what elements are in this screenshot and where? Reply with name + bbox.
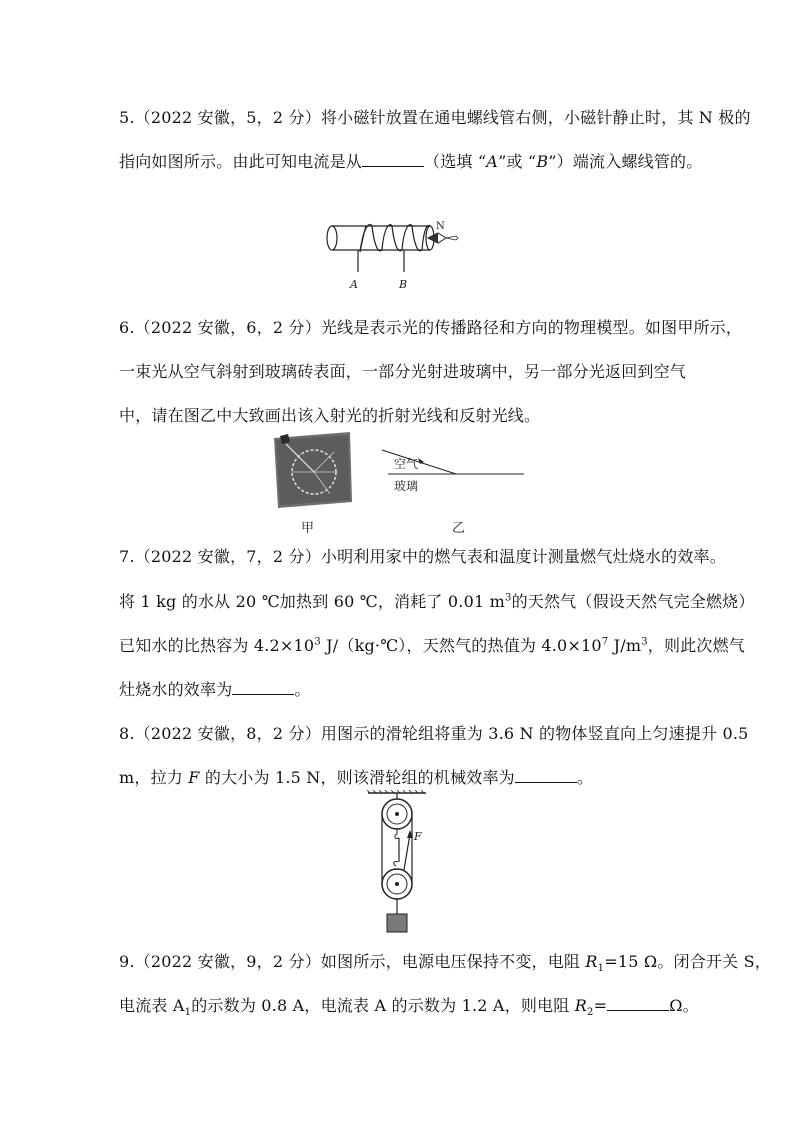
pulley-force-label: F bbox=[414, 830, 422, 843]
terminal-b-label: B bbox=[399, 278, 408, 291]
q5-text: （选填 “ bbox=[424, 152, 487, 171]
q9-text: =15 Ω。闭合开关 S， bbox=[604, 952, 771, 971]
label-air: 空气 bbox=[394, 457, 419, 471]
terminal-a-label: A bbox=[350, 278, 358, 291]
q9-var-r: R bbox=[585, 952, 598, 971]
q5-line1: 5.（2022 安徽，5，2 分）将小磁针放置在通电螺线管右侧，小磁针静止时，其 N 极的 bbox=[119, 108, 751, 127]
q7-sup: 7 bbox=[601, 636, 609, 648]
q9-sub: 1 bbox=[184, 1007, 192, 1019]
q5-answer-blank[interactable] bbox=[362, 152, 424, 167]
q8-answer-blank[interactable] bbox=[515, 768, 577, 783]
q9-text: 的示数为 0.8 A，电流表 A 的示数为 1.2 A，则电阻 bbox=[191, 996, 575, 1015]
q5-option-a: A bbox=[486, 152, 499, 171]
q7-sup: 3 bbox=[505, 592, 512, 604]
photo-jia-figure bbox=[272, 432, 354, 508]
q9-text: 9.（2022 安徽，9，2 分）如图所示，电源电压保持不变，电阻 bbox=[119, 952, 586, 971]
q9-text: = bbox=[593, 996, 608, 1015]
q7-text: 。 bbox=[294, 680, 311, 699]
q5-option-b: B bbox=[536, 152, 549, 171]
q7-text: J/（kg·℃），天然气的热值为 4.0×10 bbox=[320, 636, 602, 655]
q9-text: Ω。 bbox=[669, 996, 699, 1015]
q7-sup: 3 bbox=[641, 636, 648, 648]
q7-text: 灶烧水的效率为 bbox=[119, 680, 233, 699]
q7-answer-blank[interactable] bbox=[232, 680, 294, 695]
q8-text: 。 bbox=[576, 768, 594, 787]
q8-line2 bbox=[119, 768, 593, 788]
caption-yi: 乙 bbox=[452, 521, 466, 536]
q6-line1: 6.（2022 安徽，6，2 分）光线是表示光的传播路径和方向的物理模型。如图甲所示， bbox=[119, 318, 743, 337]
q9-var-r2: R bbox=[574, 996, 588, 1015]
q9-line1 bbox=[119, 952, 771, 975]
q7-line3 bbox=[119, 636, 745, 656]
q9-sub: 2 bbox=[587, 1007, 594, 1019]
q7-text: 已知水的比热容为 4.2×10 bbox=[119, 636, 315, 655]
q8-text: m，拉力 bbox=[119, 768, 189, 787]
q5-text: ”或 “ bbox=[498, 152, 537, 171]
q7-text: J/m bbox=[608, 636, 642, 655]
solenoid-figure bbox=[320, 214, 480, 294]
q9-text: 电流表 A bbox=[119, 996, 185, 1015]
q7-text: 将 1 kg 的水从 20 ℃加热到 60 ℃，消耗了 0.01 m bbox=[119, 592, 506, 611]
q5-line2 bbox=[119, 152, 702, 172]
q7-line4 bbox=[119, 680, 311, 700]
q7-text: 的天然气（假设天然气完全燃烧） bbox=[511, 592, 755, 611]
q5-text: 指向如图所示。由此可知电流是从 bbox=[119, 152, 363, 171]
q6-line3: 中，请在图乙中大致画出该入射光的折射光线和反射光线。 bbox=[119, 406, 541, 425]
q7-text: ，则此次燃气 bbox=[647, 636, 745, 655]
needle-n-label: N bbox=[436, 221, 445, 232]
q5-text: ”）端流入螺线管的。 bbox=[548, 152, 703, 171]
q8-var-f: F bbox=[188, 768, 200, 787]
q7-line1: 7.（2022 安徽，7，2 分）小明利用家中的燃气表和温度计测量燃气灶烧水的效率。 bbox=[119, 547, 726, 566]
q9-sub: 1 bbox=[597, 963, 605, 975]
q8-text: 的大小为 1.5 N，则该滑轮组的机械效率为 bbox=[199, 768, 515, 787]
q7-sup: 3 bbox=[314, 636, 321, 648]
pulley-figure bbox=[366, 790, 436, 936]
q7-line2 bbox=[119, 592, 755, 612]
label-glass: 玻璃 bbox=[394, 479, 419, 493]
caption-jia: 甲 bbox=[301, 521, 315, 536]
q8-line1: 8.（2022 安徽，8，2 分）用图示的滑轮组将重为 3.6 N 的物体竖直向上匀速提升 0.5 bbox=[119, 724, 749, 743]
q9-line2 bbox=[119, 996, 699, 1019]
diagram-yi-figure bbox=[380, 444, 530, 504]
q9-answer-blank[interactable] bbox=[607, 996, 669, 1011]
q6-line2: 一束光从空气斜射到玻璃砖表面，一部分光射进玻璃中，另一部分光返回到空气 bbox=[119, 362, 687, 381]
